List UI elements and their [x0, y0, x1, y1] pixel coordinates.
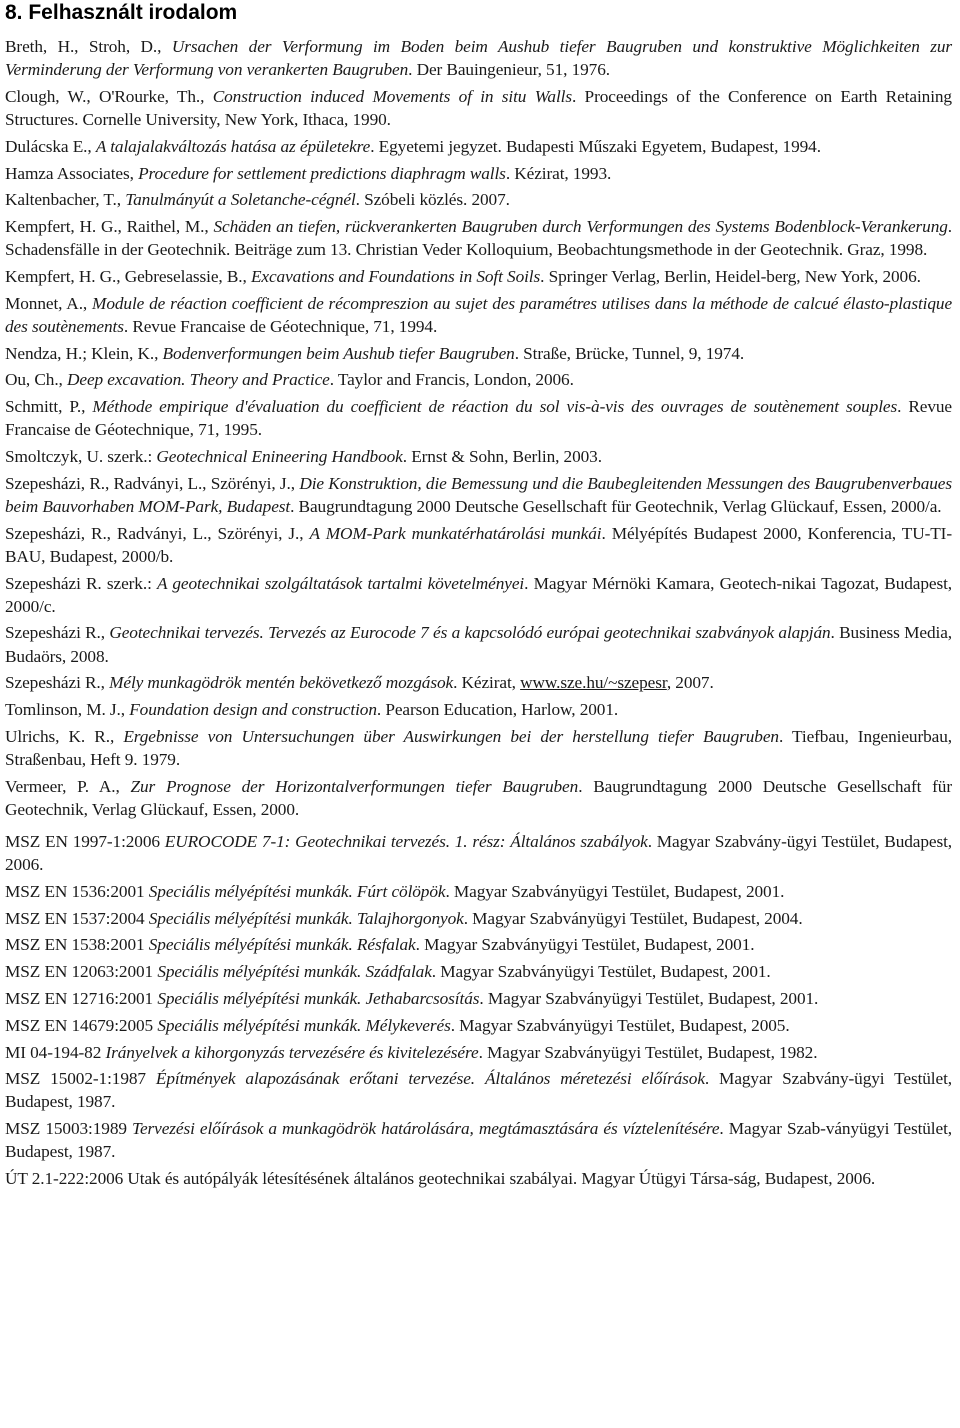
reference-text: MSZ EN 1537:2004	[5, 908, 149, 928]
reference-entry	[5, 907, 952, 930]
reference-entry	[5, 522, 952, 568]
reference-title: Tervezési előírások a munkagödrök határolására, megtámasztására és víztelenítésére	[132, 1119, 720, 1139]
reference-title: Speciális mélyépítési munkák. Fúrt cölöpök	[148, 881, 446, 901]
reference-text: . Baugrundtagung 2000 Deutsche Gesellschaft für Geotechnik, Verlag Glückauf, Essen, 2000.	[5, 776, 952, 819]
reference-entry	[5, 368, 952, 391]
reference-entry	[5, 188, 952, 211]
reference-text: MSZ 15003:1989	[5, 1119, 133, 1139]
reference-text: . Szóbeli közlés. 2007.	[355, 190, 510, 210]
reference-entry	[5, 880, 952, 903]
reference-title: A geotechnikai szolgáltatások tartalmi követelményei	[157, 573, 525, 593]
reference-text: Tomlinson, M. J.,	[5, 700, 130, 720]
reference-title: Excavations and Foundations in Soft Soils	[250, 266, 541, 286]
reference-text: MSZ 15002-1:1987	[5, 1069, 156, 1089]
reference-entry	[5, 85, 952, 131]
reference-entry	[5, 1041, 952, 1064]
reference-text: Szepesházi, R., Radványi, L., Szörényi, J.,	[5, 523, 310, 543]
reference-title: A talajalakváltozás hatása az épületekre	[95, 136, 371, 156]
reference-text: Ulrichs, K. R.,	[5, 726, 124, 746]
reference-text: . Magyar Szab-ványügyi Testület, Budapest, 1987.	[5, 1119, 952, 1162]
reference-entry	[5, 265, 952, 288]
reference-text: . Magyar Szabványügyi Testület, Budapest, 1982.	[478, 1042, 818, 1062]
reference-title: Zur Prognose der Horizontalverformungen tiefer Baugruben	[130, 776, 579, 796]
reference-text: Nendza, H.; Klein, K.,	[5, 343, 163, 363]
reference-title: Építmények alapozásának erőtani tervezése. Általános méretezési előírások	[155, 1069, 705, 1089]
reference-list	[5, 35, 952, 1190]
reference-text: . Business Media, Budaörs, 2008.	[5, 623, 953, 666]
reference-text: . Magyar Szabványügyi Testület, Budapest, 2001.	[445, 881, 785, 901]
reference-entry	[5, 135, 952, 158]
reference-text: Szepesházi, R., Radványi, L., Szörényi, J.,	[5, 473, 300, 493]
reference-title: Irányelvek a kihorgonyzás tervezésére és kivitelezésére	[105, 1042, 479, 1062]
reference-text: Hamza Associates,	[5, 163, 139, 183]
reference-text: MSZ EN 14679:2005	[5, 1015, 158, 1035]
reference-entry	[5, 933, 952, 956]
reference-entry	[5, 960, 952, 983]
reference-title: Geotechnikai tervezés. Tervezés az Eurocode 7 és a kapcsolódó európai geotechnikai szabványok alapján	[109, 623, 831, 643]
reference-entry	[5, 775, 952, 821]
reference-text: . Ernst & Sohn, Berlin, 2003.	[402, 447, 602, 467]
reference-entry	[5, 445, 952, 468]
reference-link[interactable]: www.sze.hu/~szepesr	[520, 673, 667, 693]
reference-text: . Taylor and Francis, London, 2006.	[329, 370, 574, 390]
reference-entry	[5, 1117, 952, 1163]
reference-text: MSZ EN 1536:2001	[5, 881, 149, 901]
reference-entry	[5, 1014, 952, 1037]
reference-text: Vermeer, P. A.,	[5, 776, 131, 796]
reference-text: . Magyar Szabványügyi Testület, Budapest, 2004.	[463, 908, 803, 928]
reference-title: Tanulmányút a Soletanche-cégnél	[125, 190, 356, 210]
reference-text: . Magyar Szabványügyi Testület, Budapest, 2001.	[479, 988, 819, 1008]
reference-text: MSZ EN 1538:2001	[5, 935, 149, 955]
reference-text: . Baugrundtagung 2000 Deutsche Gesellschaft für Geotechnik, Verlag Glückauf, Essen, 2000/a.	[290, 496, 942, 516]
reference-text: . Der Bauingenieur, 51, 1976.	[408, 60, 610, 80]
reference-title: Geotechnical Enineering Handbook	[156, 447, 403, 467]
reference-text: . Magyar Szabványügyi Testület, Budapest, 2001.	[415, 935, 755, 955]
reference-title: Foundation design and construction	[129, 700, 377, 720]
reference-title: Speciális mélyépítési munkák. Résfalak	[148, 935, 416, 955]
reference-text: MSZ EN 1997-1:2006	[5, 831, 165, 851]
reference-text: . Schadensfälle in der Geotechnik. Beiträge zum 13. Christian Veder Kolloquium, Beobachtungsmethode in der Geotechnik. Graz, 1998.	[5, 217, 953, 260]
reference-text: . Magyar Szabványügyi Testület, Budapest, 2005.	[450, 1015, 790, 1035]
reference-title: A MOM-Park munkatérhatárolási munkái	[309, 523, 602, 543]
reference-text: Ou, Ch.,	[5, 370, 67, 390]
reference-entry	[5, 725, 952, 771]
reference-text: . Egyetemi jegyzet. Budapesti Műszaki Egyetem, Budapest, 1994.	[370, 136, 821, 156]
reference-title: Speciális mélyépítési munkák. Mélykeverés	[157, 1015, 451, 1035]
section-title: 8. Felhasznált irodalom	[5, 1, 238, 24]
reference-text: Schmitt, P.,	[5, 397, 93, 417]
reference-entry	[5, 698, 952, 721]
reference-text: . Proceedings of the Conference on Earth Retaining Structures. Cornelle University, New York, Ithaca, 1990.	[5, 86, 952, 129]
reference-title: Bodenverformungen beim Aushub tiefer Baugruben	[162, 343, 515, 363]
reference-text: . Kézirat,	[453, 673, 521, 693]
reference-text: Clough, W., O'Rourke, Th.,	[5, 86, 213, 106]
reference-title: Deep excavation. Theory and Practice	[67, 370, 330, 390]
reference-text: . Magyar Szabvány-ügyi Testület, Budapest, 2006.	[5, 831, 952, 875]
reference-text: . Magyar Szabvány-ügyi Testület, Budapest, 1987.	[5, 1069, 952, 1112]
reference-text: . Straße, Brücke, Tunnel, 9, 1974.	[514, 343, 745, 363]
reference-entry	[5, 35, 952, 81]
reference-entry	[5, 162, 952, 185]
reference-entry	[5, 572, 952, 618]
reference-entry	[5, 621, 952, 667]
reference-text: . Magyar Mérnöki Kamara, Geotech-nikai Tagozat, Budapest, 2000/c.	[5, 573, 953, 616]
reference-title: Speciális mélyépítési munkák. Talajhorgonyok	[148, 908, 464, 928]
reference-entry	[5, 1167, 952, 1190]
reference-title: Schäden an tiefen, rückverankerten Baugruben durch Verformungen des Systems Bodenblock-Verankerung	[213, 217, 948, 237]
reference-title: EUROCODE 7-1: Geotechnikai tervezés. 1. rész: Általános szabályok	[164, 831, 648, 851]
reference-text: MSZ EN 12716:2001	[5, 988, 158, 1008]
reference-text: Szepesházi R.,	[5, 673, 110, 693]
reference-text: . Revue Francaise de Géotechnique, 71, 1994.	[123, 316, 438, 336]
reference-title: Die Konstruktion, die Bemessung und die Baubegleitenden Messungen des Baugrubenverbaues beim Bauvorhaben MOM-Park, Budapest	[5, 473, 952, 516]
reference-text: . Tiefbau, Ingenieurbau, Straßenbau, Heft 9. 1979.	[5, 726, 952, 769]
reference-entry	[5, 342, 952, 365]
reference-text: Kaltenbacher, T.,	[5, 190, 126, 210]
reference-text: Smoltczyk, U. szerk.:	[5, 447, 157, 467]
reference-text: . Mélyépítés Budapest 2000, Konferencia, TU-TI-BAU, Budapest, 2000/b.	[5, 523, 952, 566]
reference-title: Méthode empirique d'évaluation du coefficient de réaction du sol vis-à-vis des ouvrages de soutènement souples	[92, 397, 898, 417]
reference-entry	[5, 1067, 952, 1113]
reference-title: Construction induced Movements of in situ Walls	[212, 86, 572, 106]
reference-title: Procedure for settlement predictions diaphragm walls	[138, 163, 506, 183]
reference-text: MSZ EN 12063:2001	[5, 962, 158, 982]
reference-title: Ursachen der Verformung im Boden beim Aushub tiefer Baugruben und konstruktive Möglichkeiten zur Verminderung der Verformung von verankerten Baugruben	[5, 37, 952, 80]
reference-text: Szepesházi R.,	[5, 623, 110, 643]
reference-text: Kempfert, H. G., Gebreselassie, B.,	[5, 266, 251, 286]
reference-text: . Pearson Education, Harlow, 2001.	[376, 700, 619, 720]
reference-entry	[5, 671, 952, 694]
reference-entry	[5, 830, 952, 876]
reference-text: Szepesházi R. szerk.:	[5, 573, 158, 593]
reference-text: Dulácska E.,	[5, 136, 96, 156]
reference-text: . Revue Francaise de Géotechnique, 71, 1995.	[5, 397, 952, 440]
reference-title: Speciális mélyépítési munkák. Jethabarcsosítás	[157, 988, 480, 1008]
reference-title: Speciális mélyépítési munkák. Szádfalak	[157, 962, 432, 982]
reference-text: . Springer Verlag, Berlin, Heidel-berg, New York, 2006.	[540, 266, 921, 286]
reference-text: . Kézirat, 1993.	[505, 163, 612, 183]
reference-title: Module de réaction coefficient de récompreszion au sujet des paramétres utilises dans la méthode de calcué élasto-plastique des soutènements	[5, 293, 953, 336]
reference-text: Kempfert, H. G., Raithel, M.,	[5, 217, 214, 237]
reference-entry	[5, 987, 952, 1010]
reference-text: Monnet, A.,	[5, 293, 93, 313]
reference-title: Ergebnisse von Untersuchungen über Auswirkungen bei der herstellung tiefer Baugruben	[123, 726, 779, 746]
reference-text: MI 04-194-82	[5, 1042, 106, 1062]
reference-title: Mély munkagödrök mentén bekövetkező mozgások	[109, 673, 454, 693]
reference-entry	[5, 472, 952, 518]
reference-entry	[5, 292, 952, 338]
reference-entry	[5, 395, 952, 441]
reference-text: Breth, H., Stroh, D.,	[5, 37, 172, 56]
reference-text: ÚT 2.1-222:2006 Utak és autópályák létesítésének általános geotechnikai szabályai. Magyar Útügyi Társa-ság, Budapest, 2006.	[5, 1169, 876, 1189]
reference-text: . Magyar Szabványügyi Testület, Budapest, 2001.	[431, 962, 771, 982]
reference-entry	[5, 215, 952, 261]
reference-text: , 2007.	[666, 673, 714, 693]
